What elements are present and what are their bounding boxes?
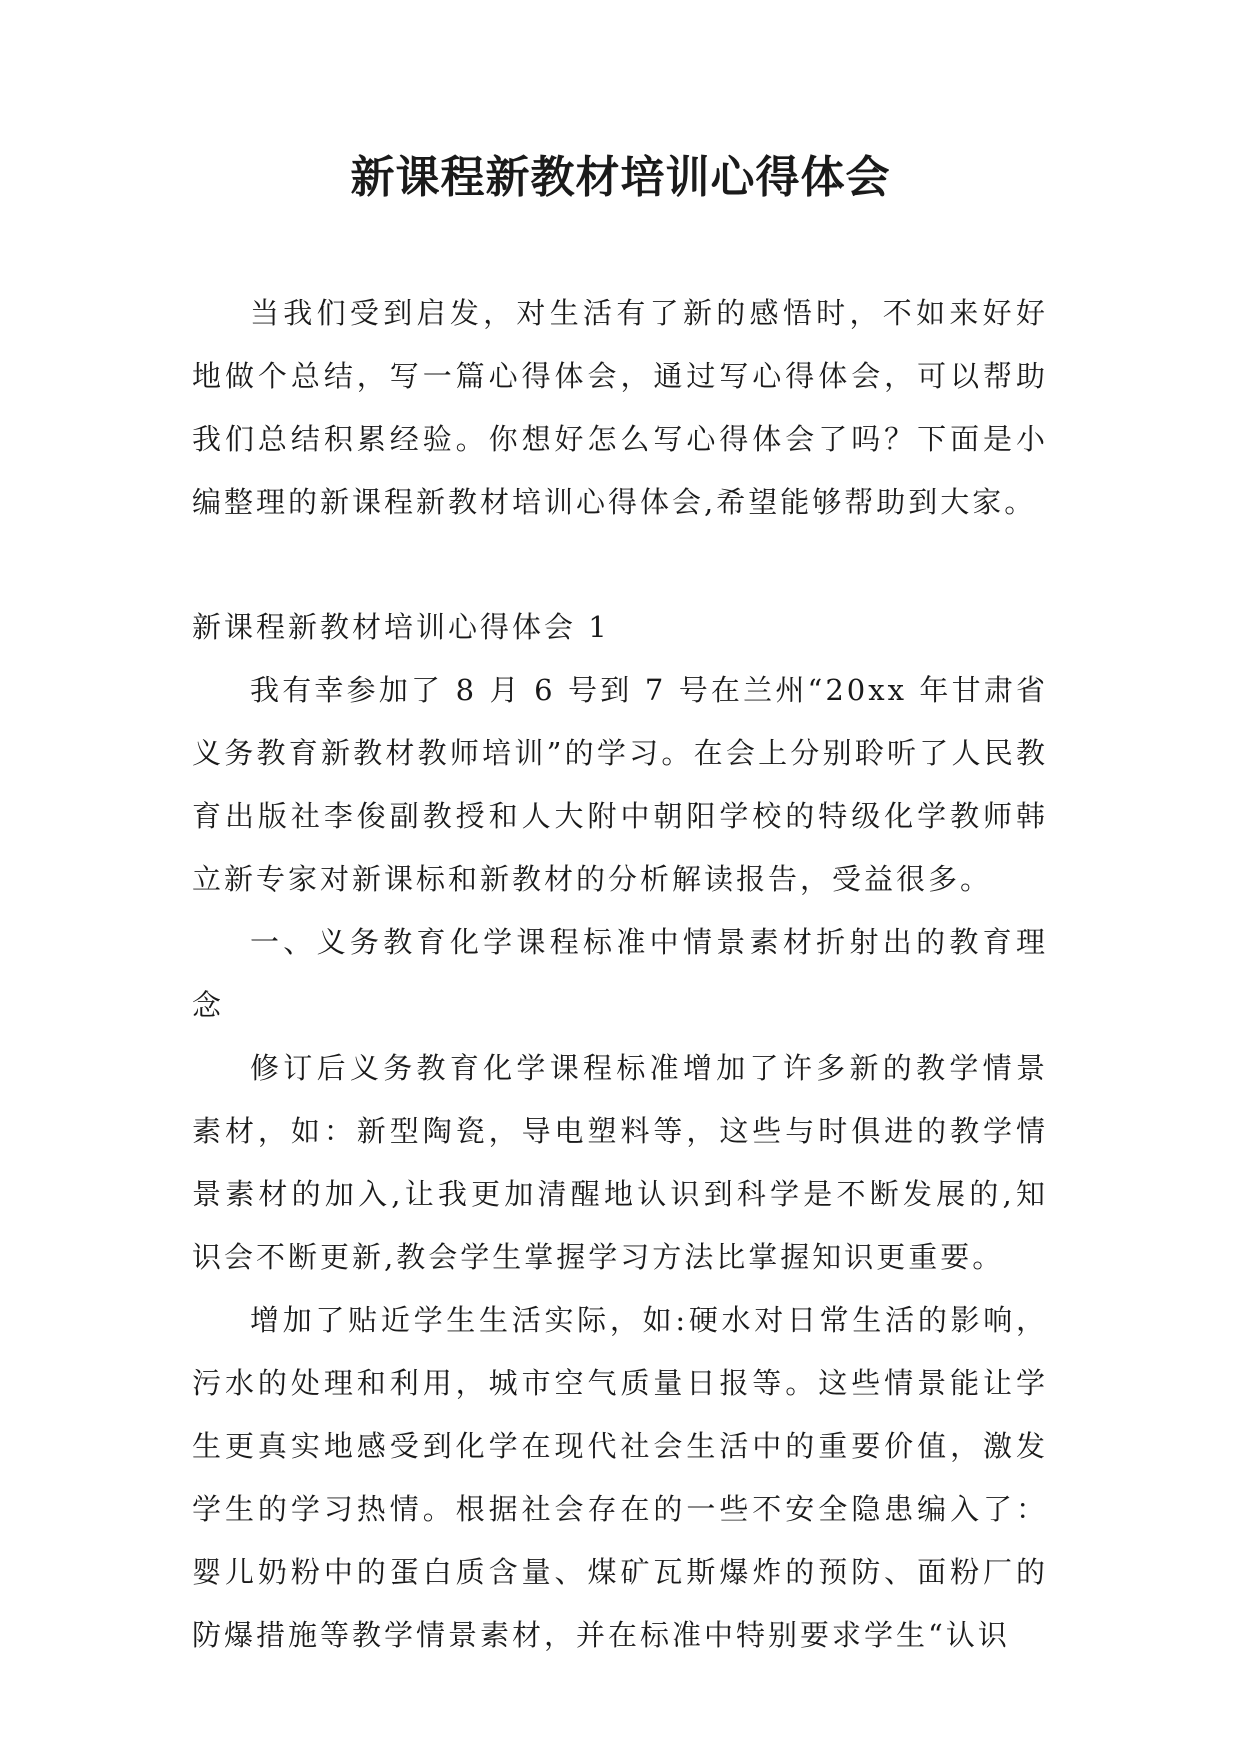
subsection-heading: 一、义务教育化学课程标准中情景素材折射出的教育理念: [192, 925, 1048, 1022]
body-paragraph: 增加了贴近学生生活实际，如:硬水对日常生活的影响，污水的处理和利用，城市空气质量日报等。这些情景能让学生更真实地感受到化学在现代社会生活中的重要价值，激发学生的学习热情。根据社会存在的一些不安全隐患编入了：婴儿奶粉中的蛋白质含量、煤矿瓦斯爆炸的预防、面粉厂的防爆措施等教学情景素材，并在标准中特别要求学生“认识: [192, 1303, 1048, 1652]
body-paragraph: 修订后义务教育化学课程标准增加了许多新的教学情景素材，如：新型陶瓷，导电塑料等，这些与时俱进的教学情景素材的加入,让我更加清醒地认识到科学是不断发展的,知识会不断更新,教会学生掌握学习方法比掌握知识更重要。: [192, 1051, 1048, 1274]
intro-paragraph: 当我们受到启发，对生活有了新的感悟时，不如来好好地做个总结，写一篇心得体会，通过写心得体会，可以帮助我们总结积累经验。你想好怎么写心得体会了吗？下面是小编整理的新课程新教材培训心得体会,希望能够帮助到大家。: [192, 296, 1048, 519]
document-body: [192, 282, 1048, 1667]
body-paragraph: 我有幸参加了 8 月 6 号到 7 号在兰州“20xx 年甘肃省义务教育新教材教师培训”的学习。在会上分别聆听了人民教育出版社李俊副教授和人大附中朝阳学校的特级化学教师韩立新专家对新课标和新教材的分析解读报告，受益很多。: [192, 673, 1048, 896]
document-title: 新课程新教材培训心得体会: [350, 152, 891, 203]
section-heading: 新课程新教材培训心得体会 1: [192, 610, 610, 644]
